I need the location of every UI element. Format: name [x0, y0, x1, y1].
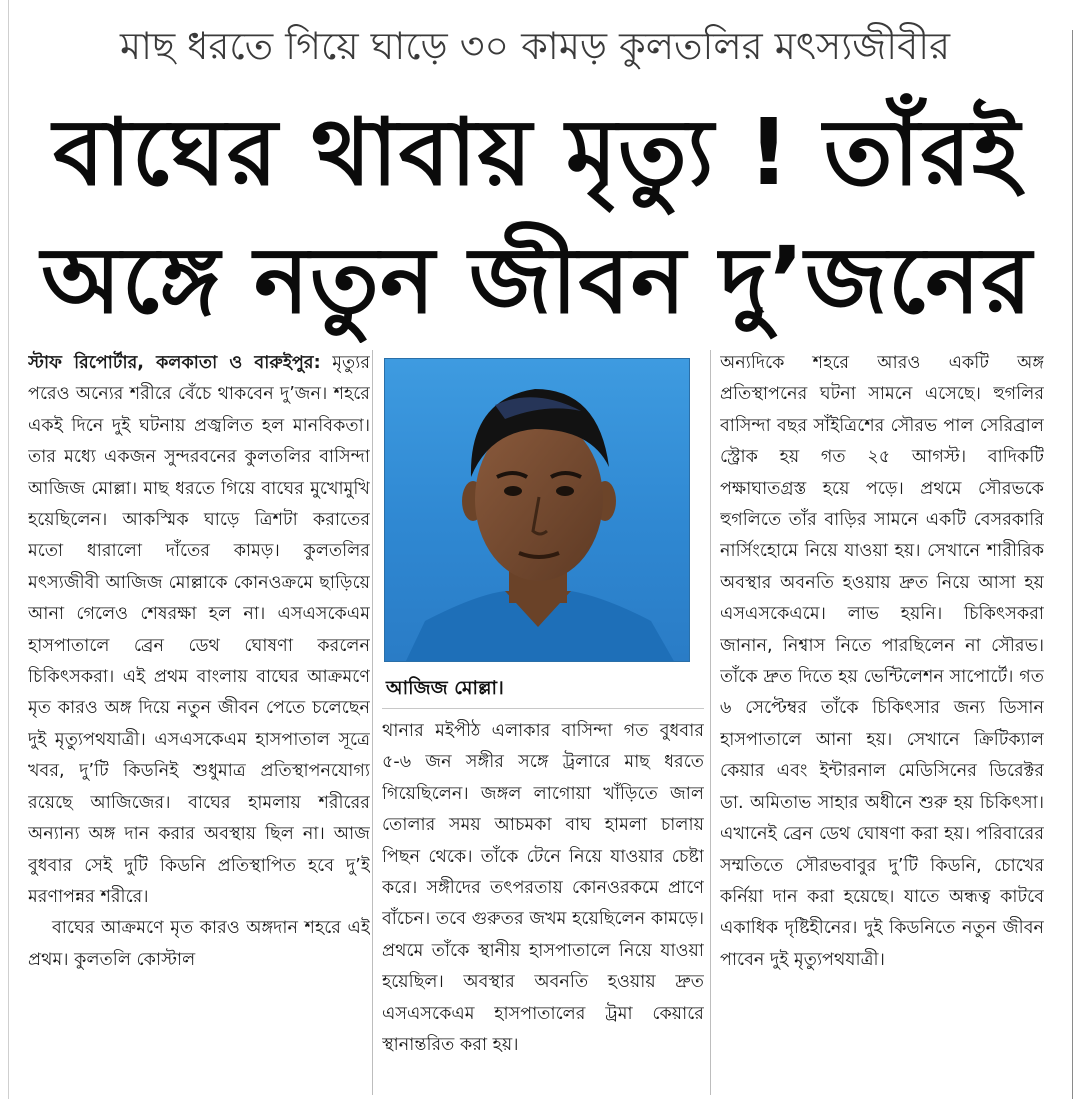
paragraph: অন্যদিকে শহরে আরও একটি অঙ্গ প্রতিস্থাপনের ঘটনা সামনে এসেছে। হুগলির বাসিন্দা বছর সাঁইত্রিশের সৌরভ পাল সেরিব্রাল স্ট্রোক হয় গত ২৫ আগস্ট। বাদিকটি পক্ষাঘাতগ্রস্ত হয়ে পড়ে। প্রথমে সৌরভকে হুগলিতে তাঁর বাড়ির সামনে একটি বেসরকারি নার্সিংহোমে নিয়ে যাওয়া হয়। সেখানে শারীরিক অবস্থার অবনতি হওয়ায় দ্রুত নিয়ে আসা হয় এসএসকেএমে। লাভ হয়নি। চিকিৎসকরা জানান, নিশ্বাস নিতে পারছিলেন না সৌরভ। তাঁকে দ্রুত দিতে হয় ভেন্টিলেশন সাপোর্টে। গত ৬ সেপ্টেম্বর তাঁকে চিকিৎসার জন্য ডিসান হাসপাতালে আনা হয়। সেখানে ক্রিটিক্যাল কেয়ার এবং ইন্টারনাল মেডিসিনের ডিরেক্টর ডা. অমিতাভ সাহার অধীনে শুরু হয় চিকিৎসা। এখানেই ব্রেন ডেথ ঘোষণা করা হয়। পরিবারের সম্মতিতে সৌরভবাবুর দু’টি কিডনি, চোখের কর্নিয়া দান করা হয়েছে। যাতে অন্ধত্ব কাটবে একাধিক দৃষ্টিহীনের। দুই কিডনিতে নতুন জীবন পাবেন দুই মৃত্যুপথযাত্রী।: [720, 353, 1044, 970]
article-column-2: [382, 716, 704, 1094]
photo-caption: আজিজ মোল্লা।: [386, 677, 504, 699]
article-column-3: [720, 348, 1044, 1094]
paragraph: [28, 348, 370, 913]
article-column-1: [28, 348, 370, 1094]
column-divider: [372, 350, 373, 1095]
caption-divider: [382, 708, 704, 709]
paragraph: থানার মইপীঠ এলাকার বাসিন্দা গত বুধবার ৫-৬ জন সঙ্গীর সঙ্গে ট্রলারে মাছ ধরতে গিয়েছিলেন। জঙ্গল লাগোয়া খাঁড়িতে জাল তোলার সময় আচমকা বাঘ হামলা চালায় পিছন থেকে। তাঁকে টেনে নিয়ে যাওয়ার চেষ্টা করে। সঙ্গীদের তৎপরতায় কোনওরকমে প্রাণে বাঁচেন। তবে গুরুতর জখম হয়েছিলেন কামড়ে। প্রথমে তাঁকে স্থানীয় হাসপাতালে নিয়ে যাওয়া হয়েছিল। অবস্থার অবনতি হওয়ায় দ্রুত এসএসকেএম হাসপাতালের ট্রমা কেয়ারে স্থানান্তরিত করা হয়।: [382, 721, 704, 1056]
body-text: মৃত্যুর পরেও অন্যের শরীরে বেঁচে থাকবেন দু’জন। শহরে একই দিনে দুই ঘটনায় প্রজ্বলিত হল মানবিকতা। তার মধ্যে একজন সুন্দরবনের কুলতলির বাসিন্দা আজিজ মোল্লা। মাছ ধরতে গিয়ে বাঘের মুখোমুখি হয়েছিলেন। আকস্মিক ঘাড়ে ত্রিশটা করাতের মতো ধারালো দাঁতের কামড়। কুলতলির মৎস্যজীবী আজিজ মোল্লাকে কোনওক্রমে ছাড়িয়ে আনা গেলেও শেষরক্ষা হল না। এসএসকেএম হাসপাতালে ব্রেন ডেথ ঘোষণা করলেন চিকিৎসকরা। এই প্রথম বাংলায় বাঘের আক্রমণে মৃত কারও অঙ্গ দিয়ে নতুন জীবন পেতে চলেছেন দুই মৃত্যুপথযাত্রী। এসএসকেএম হাসপাতাল সূত্রে খবর, দু’টি কিডনিই শুধুমাত্র প্রতিস্থাপনযোগ্য রয়েছে আজিজের। বাঘের হামলায় শরীরের অন্যান্য অঙ্গ দান করার অবস্থায় ছিল না। আজ বুধবার সেই দুটি কিডনি প্রতিস্থাপিত হবে দু’ই মরণাপন্নর শরীরে।: [28, 353, 370, 907]
column-border: [1072, 30, 1073, 1099]
kicker-headline: মাছ ধরতে গিয়ে ঘাড়ে ৩০ কামড় কুলতলির মৎস্যজীবীর: [119, 24, 951, 68]
page-edge: [8, 0, 9, 1099]
portrait-illustration: [385, 359, 690, 662]
dateline: স্টাফ রিপোর্টার, কলকাতা ও বারুইপুর:: [28, 353, 321, 373]
main-headline-line-2: অঙ্গে নতুন জীবন দু’জনের: [41, 227, 1033, 334]
portrait-photo: [384, 358, 690, 662]
column-divider: [710, 350, 711, 1095]
main-headline-line-1: বাঘের থাবায় মৃত্যু ! তাঁরই: [53, 99, 1021, 206]
paragraph: বাঘের আক্রমণে মৃত কারও অঙ্গদান শহরে এই প্রথম। কুলতলি কোস্টাল: [28, 918, 370, 970]
